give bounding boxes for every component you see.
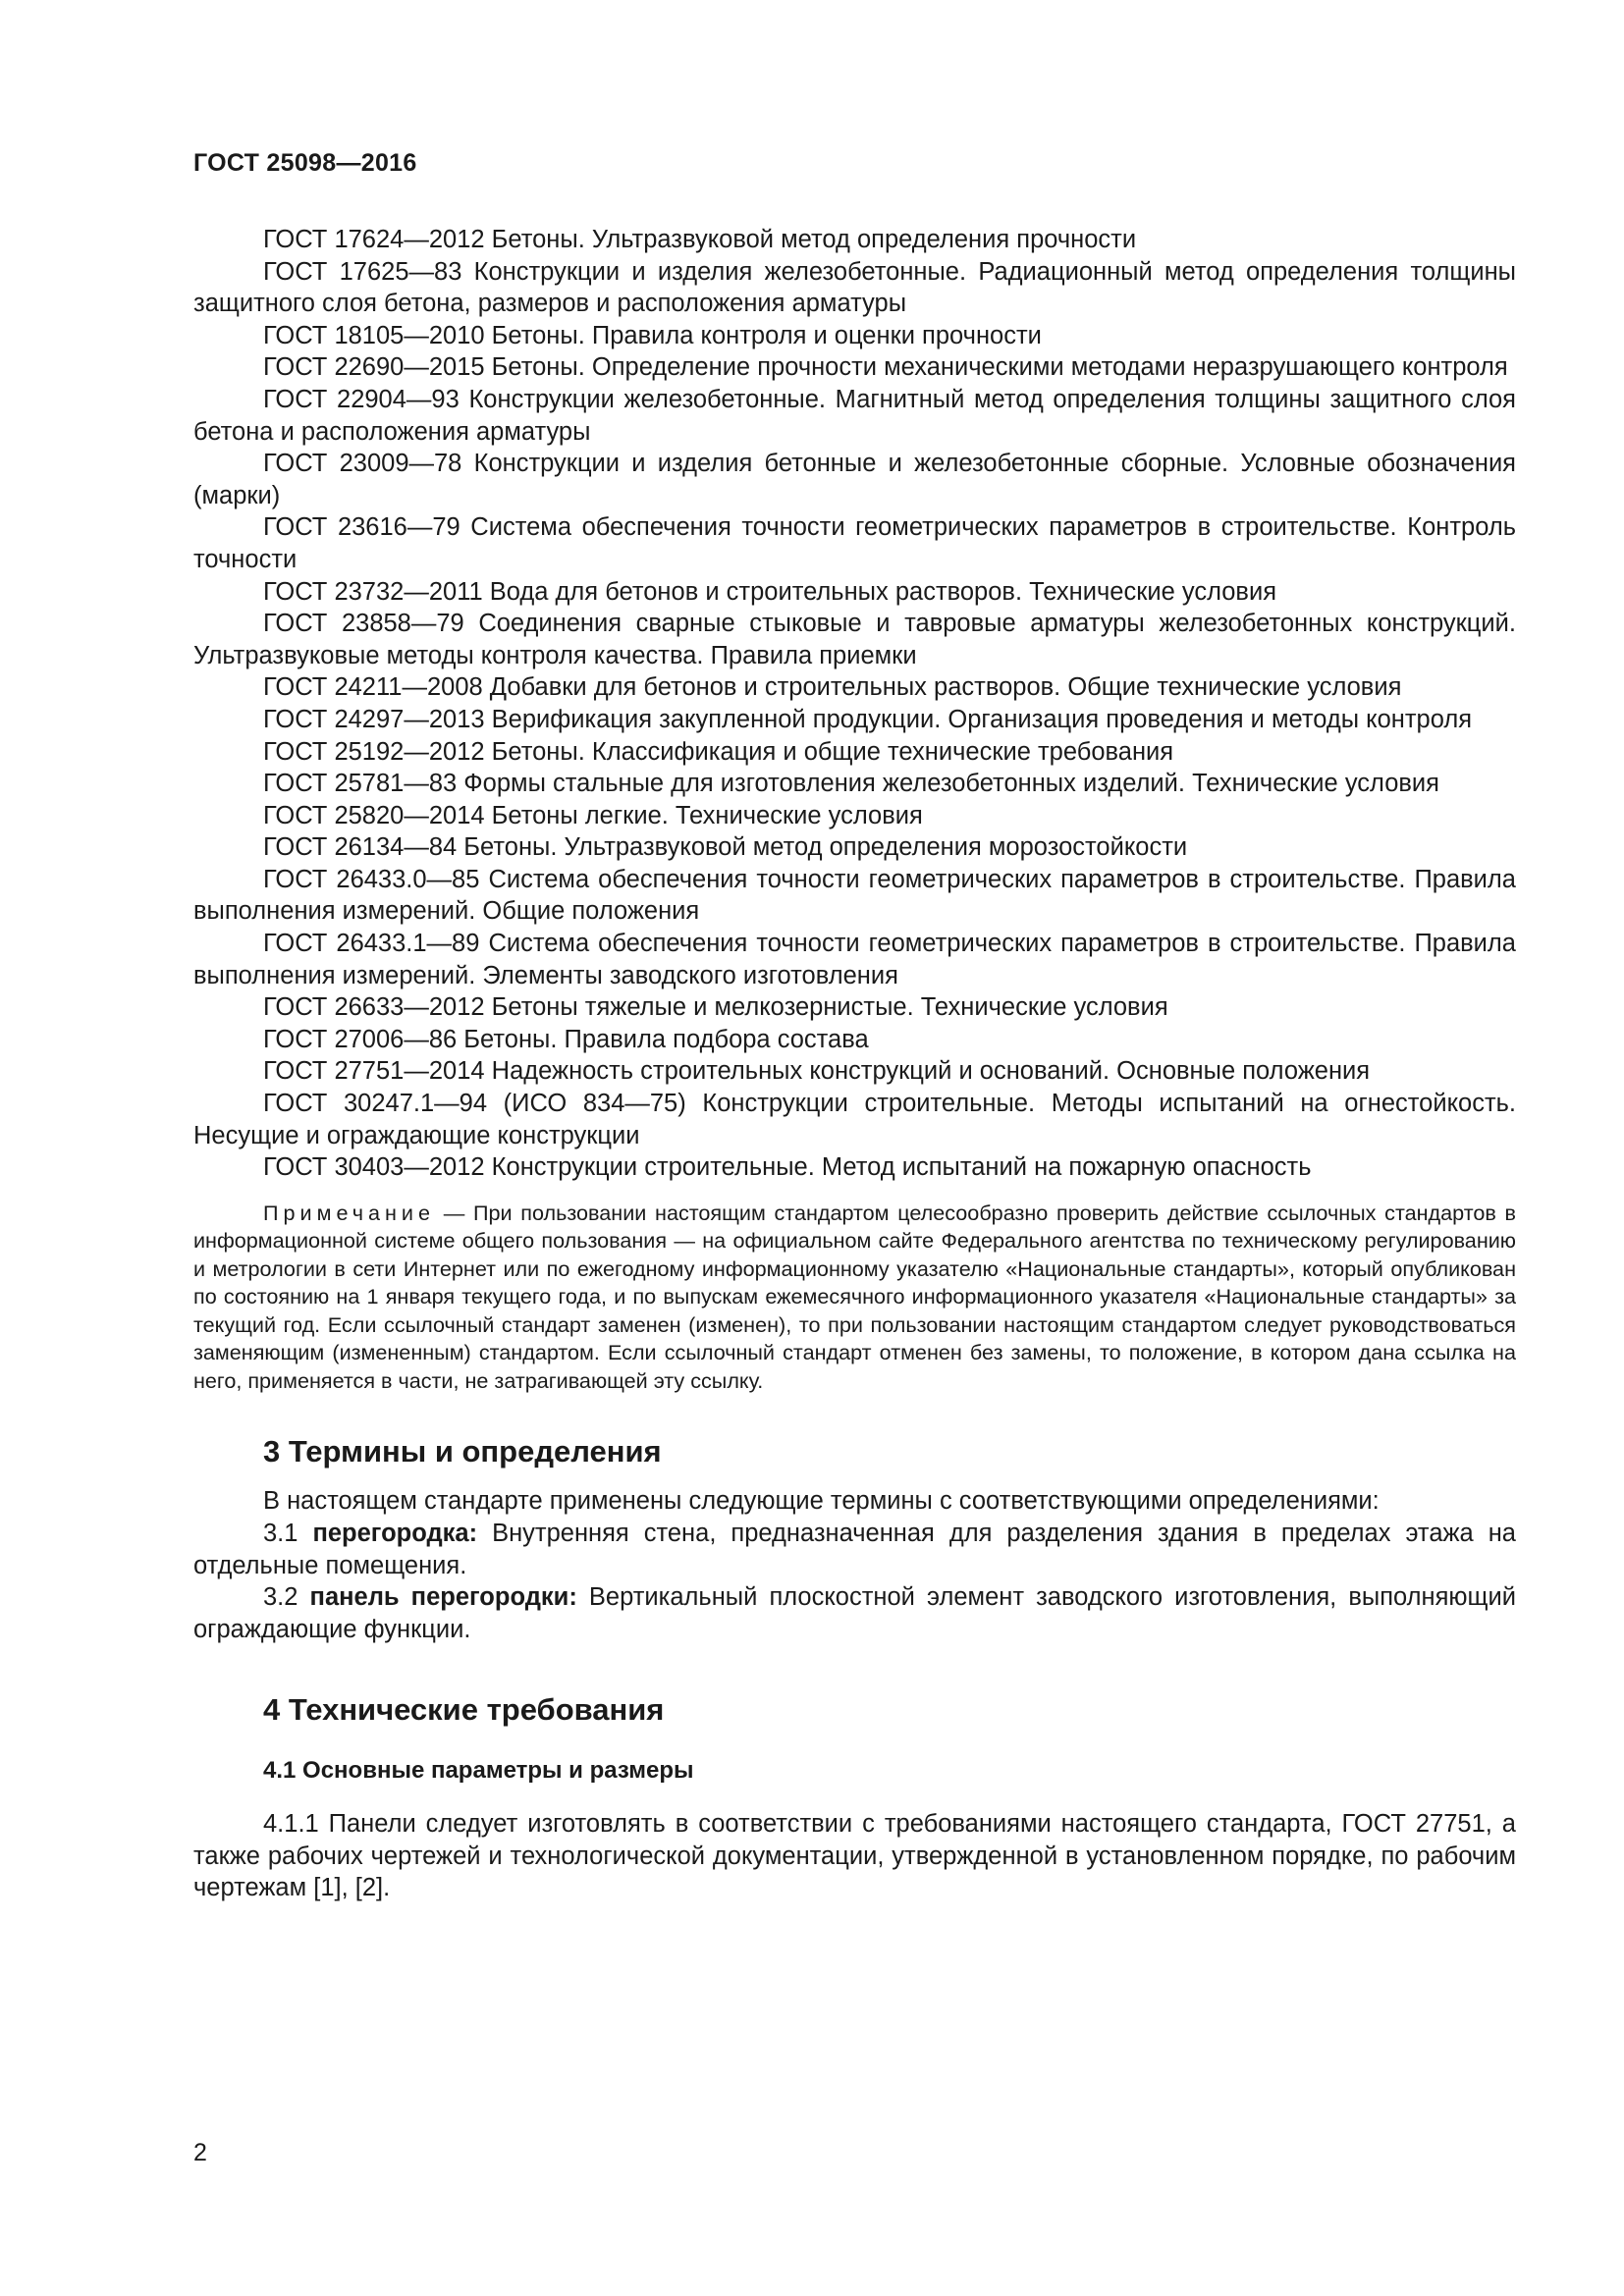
reference-item: ГОСТ 18105—2010 Бетоны. Правила контроля и оценки прочности <box>263 321 1042 349</box>
term-definition: Внутренняя стена, предназначенная для разделения здания в пределах этажа на отдельные помещения. <box>193 1519 1516 1579</box>
section-3-heading: 3 Термины и определения <box>263 1434 662 1469</box>
reference-item: ГОСТ 26433.1—89 Система обеспечения точности геометрических параметров в строительстве. Правила выполнения измерений. Элементы заводского изготовления <box>193 930 1516 989</box>
reference-item: ГОСТ 27006—86 Бетоны. Правила подбора состава <box>263 1025 869 1053</box>
reference-item: ГОСТ 24211—2008 Добавки для бетонов и строительных растворов. Общие технические условия <box>263 673 1402 702</box>
reference-item: ГОСТ 30403—2012 Конструкции строительные. Метод испытаний на пожарную опасность <box>263 1153 1312 1182</box>
reference-item: ГОСТ 23616—79 Система обеспечения точности геометрических параметров в строительстве. Контроль точности <box>193 513 1516 573</box>
reference-item: ГОСТ 17625—83 Конструкции и изделия железобетонные. Радиационный метод определения толщины защитного слоя бетона, размеров и расположения арматуры <box>193 257 1516 318</box>
paragraph-4-1-1: 4.1.1 Панели следует изготовлять в соответствии с требованиями настоящего стандарта, ГОСТ 27751, а также рабочих чертежей и технологической документации, утвержденной в установленном порядке, по рабочим чертежам [1], [2]. <box>193 1810 1516 1902</box>
reference-item: ГОСТ 30247.1—94 (ИСО 834—75) Конструкции строительные. Методы испытаний на огнестойкость. Несущие и ограждающие конструкции <box>193 1090 1516 1149</box>
document-header: ГОСТ 25098—2016 <box>193 149 417 177</box>
note-text: — При пользовании настоящим стандартом целесообразно проверить действие ссылочных стандартов в информационной системе общего пользования — на официальном сайте Федерального агентства по техническому регулированию и метрологии в сети Интернет или по ежегодному информационному указателю «Национальные стандарты», который опубликован по состоянию на 1 января текущего года, и по выпускам ежемесячного информационного указателя «Национальные стандарты» за текущий год. Если ссылочный стандарт заменен (изменен), то при пользовании настоящим стандартом следует руководствоваться заменяющим (измененным) стандартом. Если ссылочный стандарт отменен без замены, то положение, в котором дана ссылка на него, применяется в части, не затрагивающей эту ссылку. <box>193 1200 1516 1393</box>
term-definition: Вертикальный плоскостной элемент заводского изготовления, выполняющий ограждающие функции. <box>193 1583 1516 1643</box>
term-3-1 <box>193 1518 1516 1581</box>
note-label: Примечание <box>263 1200 435 1225</box>
reference-item: ГОСТ 22904—93 Конструкции железобетонные. Магнитный метод определения толщины защитного слоя бетона и расположения арматуры <box>193 385 1516 446</box>
reference-list <box>193 224 1516 1184</box>
term-3-2 <box>193 1581 1516 1645</box>
reference-item: ГОСТ 22690—2015 Бетоны. Определение прочности механическими методами неразрушающего контроля <box>263 353 1508 382</box>
term-number: 3.2 <box>263 1583 310 1612</box>
reference-item: ГОСТ 25781—83 Формы стальные для изготовления железобетонных изделий. Технические условия <box>263 770 1439 798</box>
reference-item: ГОСТ 24297—2013 Верификация закупленной продукции. Организация проведения и методы контроля <box>263 705 1473 733</box>
page-content <box>193 224 1516 1904</box>
note-paragraph <box>193 1200 1516 1396</box>
reference-item: ГОСТ 26134—84 Бетоны. Ультразвуковой метод определения морозостойкости <box>263 833 1188 862</box>
subsection-4-1-heading: 4.1 Основные параметры и размеры <box>263 1757 694 1785</box>
reference-item: ГОСТ 25820—2014 Бетоны легкие. Технические условия <box>263 801 923 829</box>
reference-item: ГОСТ 26433.0—85 Система обеспечения точности геометрических параметров в строительстве. Правила выполнения измерений. Общие положения <box>193 865 1516 926</box>
term-name: панель перегородки: <box>309 1583 577 1612</box>
reference-item: ГОСТ 26633—2012 Бетоны тяжелые и мелкозернистые. Технические условия <box>263 993 1168 1022</box>
reference-item: ГОСТ 17624—2012 Бетоны. Ультразвуковой метод определения прочности <box>263 226 1137 253</box>
page-number: 2 <box>193 2139 207 2166</box>
term-name: перегородка: <box>312 1519 478 1547</box>
section-4-heading: 4 Технические требования <box>263 1692 665 1728</box>
reference-item: ГОСТ 25192—2012 Бетоны. Классификация и общие технические требования <box>263 737 1174 766</box>
term-number: 3.1 <box>263 1519 313 1547</box>
section-3-intro: В настоящем стандарте применены следующие термины с соответствующими определениями: <box>263 1487 1380 1516</box>
reference-item: ГОСТ 23858—79 Соединения сварные стыковые и тавровые арматуры железобетонных конструкций. Ультразвуковые методы контроля качества. Правила приемки <box>193 610 1516 669</box>
reference-item: ГОСТ 27751—2014 Надежность строительных конструкций и оснований. Основные положения <box>263 1057 1371 1086</box>
reference-item: ГОСТ 23009—78 Конструкции и изделия бетонные и железобетонные сборные. Условные обозначения (марки) <box>193 450 1516 509</box>
reference-item: ГОСТ 23732—2011 Вода для бетонов и строительных растворов. Технические условия <box>263 577 1277 606</box>
